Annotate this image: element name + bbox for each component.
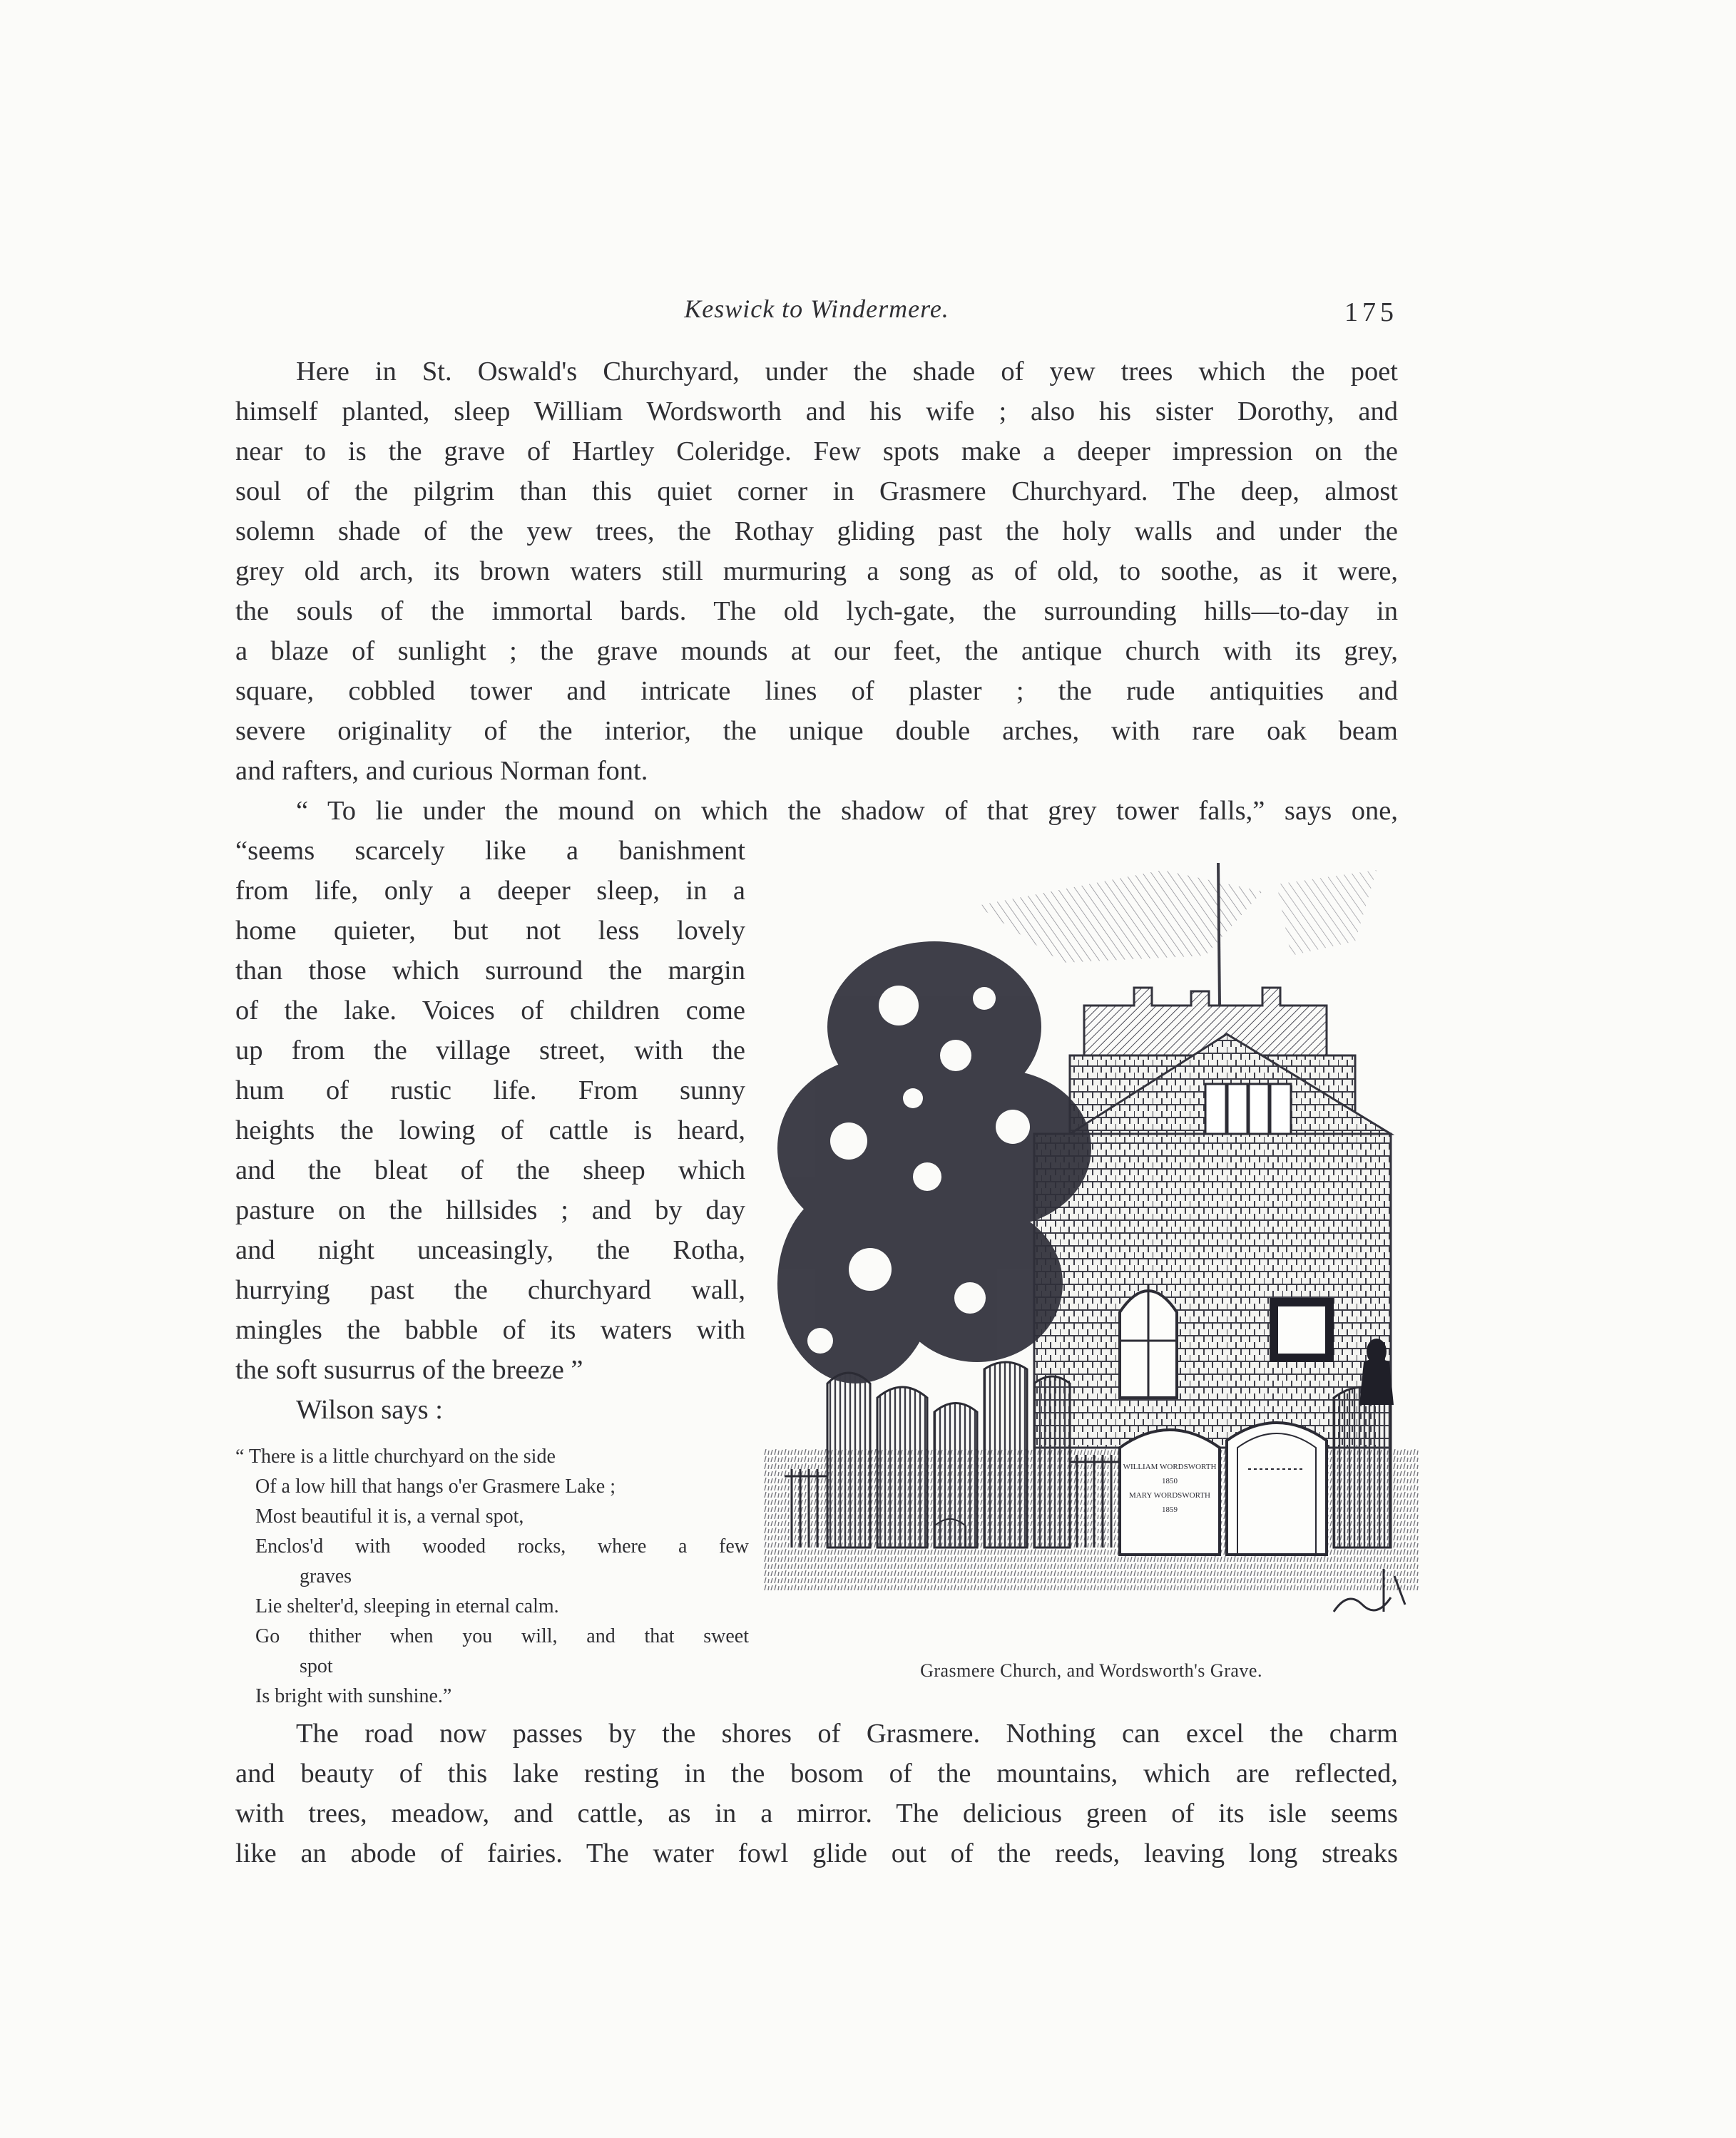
text-line: the souls of the immortal bards. The old lych-gate, the surrounding hills—to-day in <box>235 596 1398 626</box>
verse-quotation <box>235 1442 749 1712</box>
text-line: hurrying past the churchyard wall, <box>235 1275 745 1305</box>
text-line: from life, only a deeper sleep, in a <box>235 876 745 906</box>
verse-line: graves <box>300 1565 352 1587</box>
text-line: and the bleat of the sheep which <box>235 1155 745 1185</box>
text-line: a blaze of sunlight ; the grave mounds at our feet, the antique church with its grey, <box>235 636 1398 666</box>
text-line: than those which surround the margin <box>235 956 745 986</box>
text-line: “ To lie under the mound on which the shadow of that grey tower falls,” says one, <box>296 796 1398 826</box>
verse-line: Of a low hill that hangs o'er Grasmere Lake ; <box>255 1475 616 1498</box>
text-line: and beauty of this lake resting in the bosom of the mountains, which are reflected, <box>235 1759 1398 1789</box>
text-line: Here in St. Oswald's Churchyard, under the shade of yew trees which the poet <box>296 357 1398 387</box>
text-line: The road now passes by the shores of Grasmere. Nothing can excel the charm <box>296 1719 1398 1749</box>
text-line: soul of the pilgrim than this quiet corner in Grasmere Churchyard. The deep, almost <box>235 476 1398 506</box>
running-head <box>235 294 1398 329</box>
wilson-says: Wilson says : <box>296 1395 443 1425</box>
text-line: grey old arch, its brown waters still murmuring a song as of old, to soothe, as it were, <box>235 556 1398 586</box>
verse-line: Lie shelter'd, sleeping in eternal calm. <box>255 1595 559 1617</box>
gravestone-inscription: WILLIAM WORDSWORTH <box>1123 1463 1217 1471</box>
verse-line: Enclos'd with wooded rocks, where a few <box>255 1535 749 1558</box>
gravestone-inscription: 1859 <box>1162 1505 1178 1514</box>
text-line: of the lake. Voices of children come <box>235 996 745 1025</box>
gravestone-inscription: MARY WORDSWORTH <box>1129 1491 1210 1500</box>
text-line: like an abode of fairies. The water fowl glide out of the reeds, leaving long streaks <box>235 1838 1398 1868</box>
text-line: and rafters, and curious Norman font. <box>235 756 648 786</box>
grasmere-church-illustration <box>763 842 1419 1647</box>
church-engraving <box>763 842 1419 1647</box>
text-line: near to is the grave of Hartley Coleridge. Few spots make a deeper impression on the <box>235 436 1398 466</box>
page-number: 175 <box>1344 297 1398 327</box>
running-title: Keswick to Windermere. <box>684 295 949 323</box>
verse-line: “ There is a little churchyard on the side <box>235 1446 556 1468</box>
text-line: hum of rustic life. From sunny <box>235 1075 745 1105</box>
verse-line: spot <box>300 1655 333 1677</box>
gravestone-inscription: 1850 <box>1162 1477 1178 1485</box>
paragraph-2-column <box>235 831 745 1430</box>
text-line: solemn shade of the yew trees, the Rothay gliding past the holy walls and under the <box>235 516 1398 546</box>
paragraph-3 <box>235 1714 1398 1873</box>
text-line: with trees, meadow, and cattle, as in a mirror. The delicious green of its isle seems <box>235 1799 1398 1828</box>
text-line: the soft susurrus of the breeze ” <box>235 1355 583 1385</box>
text-line: heights the lowing of cattle is heard, <box>235 1115 745 1145</box>
text-line: up from the village street, with the <box>235 1035 745 1065</box>
text-line: pasture on the hillsides ; and by day <box>235 1195 745 1225</box>
text-line: severe originality of the interior, the unique double arches, with rare oak beam <box>235 716 1398 746</box>
text-line: square, cobbled tower and intricate lines of plaster ; the rude antiquities and <box>235 676 1398 706</box>
text-line: himself planted, sleep William Wordsworth and his wife ; also his sister Dorothy, and <box>235 397 1398 426</box>
paragraph-1 <box>235 352 1398 791</box>
verse-line: Is bright with sunshine.” <box>255 1685 452 1707</box>
paragraph-2-first-line <box>235 791 1398 831</box>
text-line: and night unceasingly, the Rotha, <box>235 1235 745 1265</box>
text-line: mingles the babble of its waters with <box>235 1315 745 1345</box>
verse-line: Most beautiful it is, a vernal spot, <box>255 1505 524 1528</box>
illustration-caption: Grasmere Church, and Wordsworth's Grave. <box>920 1660 1262 1681</box>
verse-line: Go thither when you will, and that sweet <box>255 1625 749 1647</box>
text-line: “seems scarcely like a banishment <box>235 836 745 866</box>
text-line: home quieter, but not less lovely <box>235 916 745 946</box>
